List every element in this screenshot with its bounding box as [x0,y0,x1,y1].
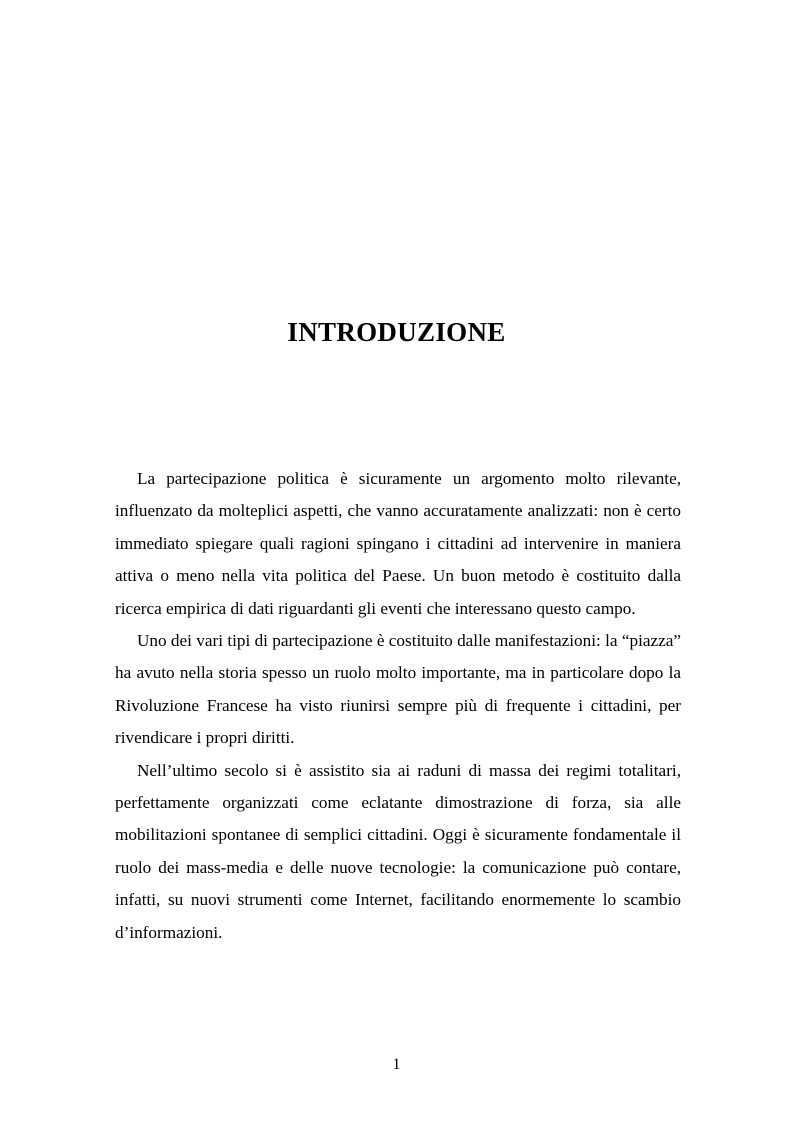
paragraph-3: Nell’ultimo secolo si è assistito sia ai raduni di massa dei regimi totalitari, perfettamente organizzati come eclatante dimostrazione di forza, sia alle mobilitazioni spontanee di semplici cittadini. Oggi è sicuramente fondamentale il ruolo dei mass-media e delle nuove tecnologie: la comunicazione può contare, infatti, su nuovi strumenti come Internet, facilitando enormemente lo scambio d’informazioni. [115,760,681,942]
paragraph-2: Uno dei vari tipi di partecipazione è costituito dalle manifestazioni: la “piazza” ha avuto nella storia spesso un ruolo molto importante, ma in particolare dopo la Rivoluzione Francese ha visto riunirsi sempre più di frequente i cittadini, per rivendicare i propri diritti. [115,631,681,748]
paragraph-1: La partecipazione politica è sicuramente un argomento molto rilevante, influenzato da molteplici aspetti, che vanno accuratamente analizzati: non è certo immediato spiegare quali ragioni spingano i cittadini ad intervenire in maniera attiva o meno nella vita politica del Paese. Un buon metodo è costituito dalla ricerca empirica di dati riguardanti gli eventi che interessano questo campo. [115,469,681,618]
chapter-title: INTRODUZIONE [287,317,506,347]
page-number: 1 [392,1056,401,1073]
body-text [115,463,681,949]
